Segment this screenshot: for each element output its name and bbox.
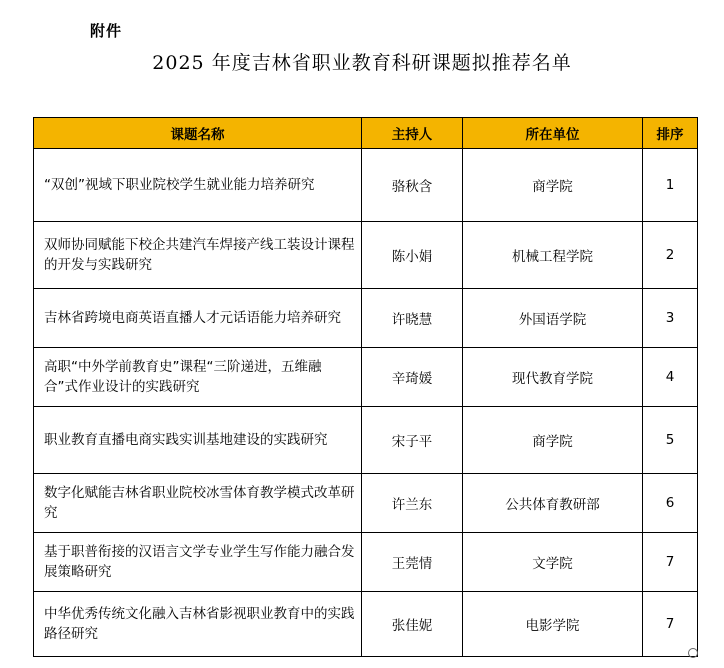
- host-cell: 许兰东: [362, 474, 463, 533]
- unit-cell: 文学院: [463, 533, 643, 592]
- circle-marker-icon: [688, 648, 698, 658]
- table-row: [34, 149, 698, 222]
- table-row: [34, 222, 698, 289]
- unit-cell: 机械工程学院: [463, 222, 643, 289]
- rank-cell: 4: [643, 348, 698, 407]
- unit-cell: 商学院: [463, 149, 643, 222]
- rank-cell: 3: [643, 289, 698, 348]
- host-cell: 张佳妮: [362, 592, 463, 657]
- host-cell: 王莞情: [362, 533, 463, 592]
- host-cell: 宋子平: [362, 407, 463, 474]
- table-row: [34, 289, 698, 348]
- attachment-label: 附件: [90, 22, 123, 40]
- rank-cell: 7: [643, 592, 698, 657]
- document-title: 2025 年度吉林省职业教育科研课题拟推荐名单: [152, 52, 572, 74]
- topic-name-cell: 中华优秀传统文化融入吉林省影视职业教育中的实践路径研究: [34, 592, 362, 657]
- unit-cell: 现代教育学院: [463, 348, 643, 407]
- table-row: [34, 533, 698, 592]
- table-row: [34, 592, 698, 657]
- topic-name-cell: 数字化赋能吉林省职业院校冰雪体育教学模式改革研究: [34, 474, 362, 533]
- rank-cell: 6: [643, 474, 698, 533]
- topic-name-cell: 职业教育直播电商实践实训基地建设的实践研究: [34, 407, 362, 474]
- unit-cell: 外国语学院: [463, 289, 643, 348]
- unit-cell: 电影学院: [463, 592, 643, 657]
- unit-cell: 商学院: [463, 407, 643, 474]
- table-row: [34, 407, 698, 474]
- table-row: [34, 348, 698, 407]
- recommendation-table: [33, 117, 698, 657]
- host-cell: 许晓慧: [362, 289, 463, 348]
- host-cell: 骆秋含: [362, 149, 463, 222]
- rank-cell: 7: [643, 533, 698, 592]
- topic-name-cell: 基于职普衔接的汉语言文学专业学生写作能力融合发展策略研究: [34, 533, 362, 592]
- host-cell: 辛琦媛: [362, 348, 463, 407]
- column-header-topic: 课题名称: [34, 118, 362, 149]
- column-header-unit: 所在单位: [463, 118, 643, 149]
- rank-cell: 5: [643, 407, 698, 474]
- table-header-row: [34, 118, 698, 149]
- column-header-rank: 排序: [643, 118, 698, 149]
- rank-cell: 2: [643, 222, 698, 289]
- host-cell: 陈小娟: [362, 222, 463, 289]
- unit-cell: 公共体育教研部: [463, 474, 643, 533]
- topic-name-cell: 双师协同赋能下校企共建汽车焊接产线工装设计课程的开发与实践研究: [34, 222, 362, 289]
- table-row: [34, 474, 698, 533]
- topic-name-cell: “双创”视域下职业院校学生就业能力培养研究: [34, 149, 362, 222]
- topic-name-cell: 吉林省跨境电商英语直播人才元话语能力培养研究: [34, 289, 362, 348]
- column-header-host: 主持人: [362, 118, 463, 149]
- rank-cell: 1: [643, 149, 698, 222]
- topic-name-cell: 高职“中外学前教育史”课程“三阶递进，五维融合”式作业设计的实践研究: [34, 348, 362, 407]
